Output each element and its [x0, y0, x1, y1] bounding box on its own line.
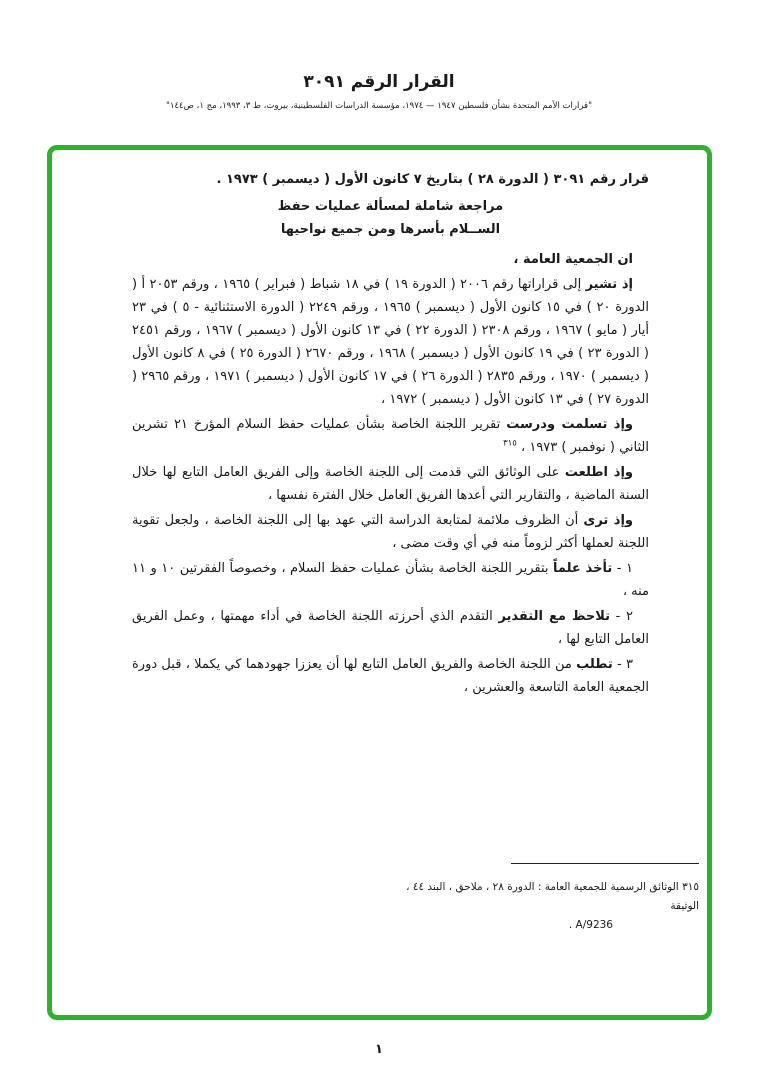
paragraph-lead: وإذ ترى: [583, 513, 633, 528]
paragraph-text: تقرير اللجنة الخاصة بشأن عمليات حفظ السلام المؤرخ ٢١ تشرين الثاني ( نوفمبر ) ١٩٧٣ ،: [132, 417, 649, 455]
resolution-subtitle-line2: الســلام بأسرها ومن جميع نواحيها: [280, 222, 501, 237]
paragraph-text: أن الظروف ملائمة لمتابعة الدراسة التي عهد بها إلى اللجنة الخاصة ، ولجعل تقوية اللجنة لعملها أكثر لزوماً منه في أي وقت مضى ،: [132, 513, 649, 551]
operative-item-3: [132, 653, 649, 699]
paragraph-lead: إذ تشير: [585, 277, 633, 292]
paragraph-lead: وإذ اطلعت: [564, 465, 633, 480]
footnote: [397, 878, 699, 935]
paragraph-text: إلى قراراتها رقم ٢٠٠٦ ( الدورة ١٩ ) في ١٨ شباط ( فبراير ) ١٩٦٥ ، ورقم ٢٠٥٣ أ ( الدورة ٢٠ ) في ١٥ كانون الأول ( ديسمبر ) ١٩٦٥ ، ورقم ٢٢٤٩ ( الدورة الاستثنائية - ٥ ) في ٢٣ أيار ( مايو ) ١٩٦٧ ، ورقم ٢٣٠٨ ( الدورة ٢٢ ) في ١٣ كانون الأول ( ديسمبر ) ١٩٦٧ ، ورقم ٢٤٥١ ( الدورة ٢٣ ) في ١٩ كانون الأول ( ديسمبر ) ١٩٦٨ ، ورقم ٢٦٧٠ ( الدورة ٢٥ ) في ٨ كانون الأول ( ديسمبر ) ١٩٧٠ ، ورقم ٢٨٣٥ ( الدورة ٢٦ ) في ١٧ كانون الأول ( ديسمبر ) ١٩٧١ ، ورقم ٢٩٦٥ ( الدورة ٢٧ ) في ١٣ كانون الأول ( ديسمبر ) ١٩٧٢ ،: [132, 277, 649, 407]
page-number: ١: [375, 1042, 383, 1057]
resolution-heading: قرار رقم ٣٠٩١ ( الدورة ٢٨ ) بتاريخ ٧ كانون الأول ( ديسمبر ) ١٩٧٣ .: [216, 172, 649, 187]
item-text: من اللجنة الخاصة والفريق العامل التابع لها أن يعززا جهودهما كي يكملا ، قبل دورة الجمعية العامة التاسعة والعشرين ،: [132, 657, 649, 695]
item-lead: تأخذ علماً: [553, 561, 613, 576]
footnote-document-ref: A/9236 .: [568, 919, 613, 931]
item-number: ١ -: [612, 561, 633, 576]
footnote-area: [92, 863, 699, 935]
preamble-paragraph-2: [132, 413, 649, 459]
paragraph-text: على الوثائق التي قدمت إلى اللجنة الخاصة وإلى الفريق العامل التابع لها خلال السنة الماضية ، والتقارير التي أعدها الفريق العامل خلال الفترة نفسها ،: [132, 465, 649, 503]
item-lead: تطلب: [576, 657, 613, 672]
resolution-subtitle-line1: مراجعة شاملة لمسألة عمليات حفظ: [277, 199, 504, 214]
green-frame: [47, 145, 712, 1020]
paragraph-lead: وإذ تسلمت ودرست: [506, 417, 633, 432]
operative-item-2: [132, 605, 649, 651]
resolution-body: [52, 150, 707, 699]
footnote-reference: ٣١٥: [503, 438, 517, 449]
footnote-marker: ٣١٥: [682, 881, 699, 893]
page-header: [0, 72, 758, 111]
source-citation: "قرارات الأمم المتحدة بشأن فلسطين ١٩٤٧ — ١٩٧٤، مؤسسة الدراسات الفلسطينية، بيروت، ط ٣، ١٩٩٣، مج ١، ص١٤٤": [165, 101, 593, 111]
document-title: القرار الرقم ٣٠٩١: [303, 72, 455, 92]
item-lead: تلاحظ مع التقدير: [498, 609, 610, 624]
operative-item-1: [132, 557, 649, 603]
preamble-paragraph-1: [132, 273, 649, 411]
item-number: ٢ -: [610, 609, 633, 624]
preamble-paragraph-3: [132, 461, 649, 507]
item-text: بتقرير اللجنة الخاصة بشأن عمليات حفظ السلام ، وخصوصاً الفقرتين ١٠ و ١١ منه ،: [132, 561, 649, 599]
preamble-paragraph-4: [132, 509, 649, 555]
footnote-rule: [511, 863, 699, 864]
item-text: التقدم الذي أحرزته اللجنة الخاصة في أداء مهمتها ، وعمل الفريق العامل التابع لها ،: [132, 609, 649, 647]
item-number: ٣ -: [612, 657, 633, 672]
preamble-opening: ان الجمعية العامة ،: [513, 252, 633, 267]
footnote-text: الوثائق الرسمية للجمعية العامة : الدورة ٢٨ ، ملاحق ، البند ٤٤ ، الوثيقة: [406, 881, 699, 912]
